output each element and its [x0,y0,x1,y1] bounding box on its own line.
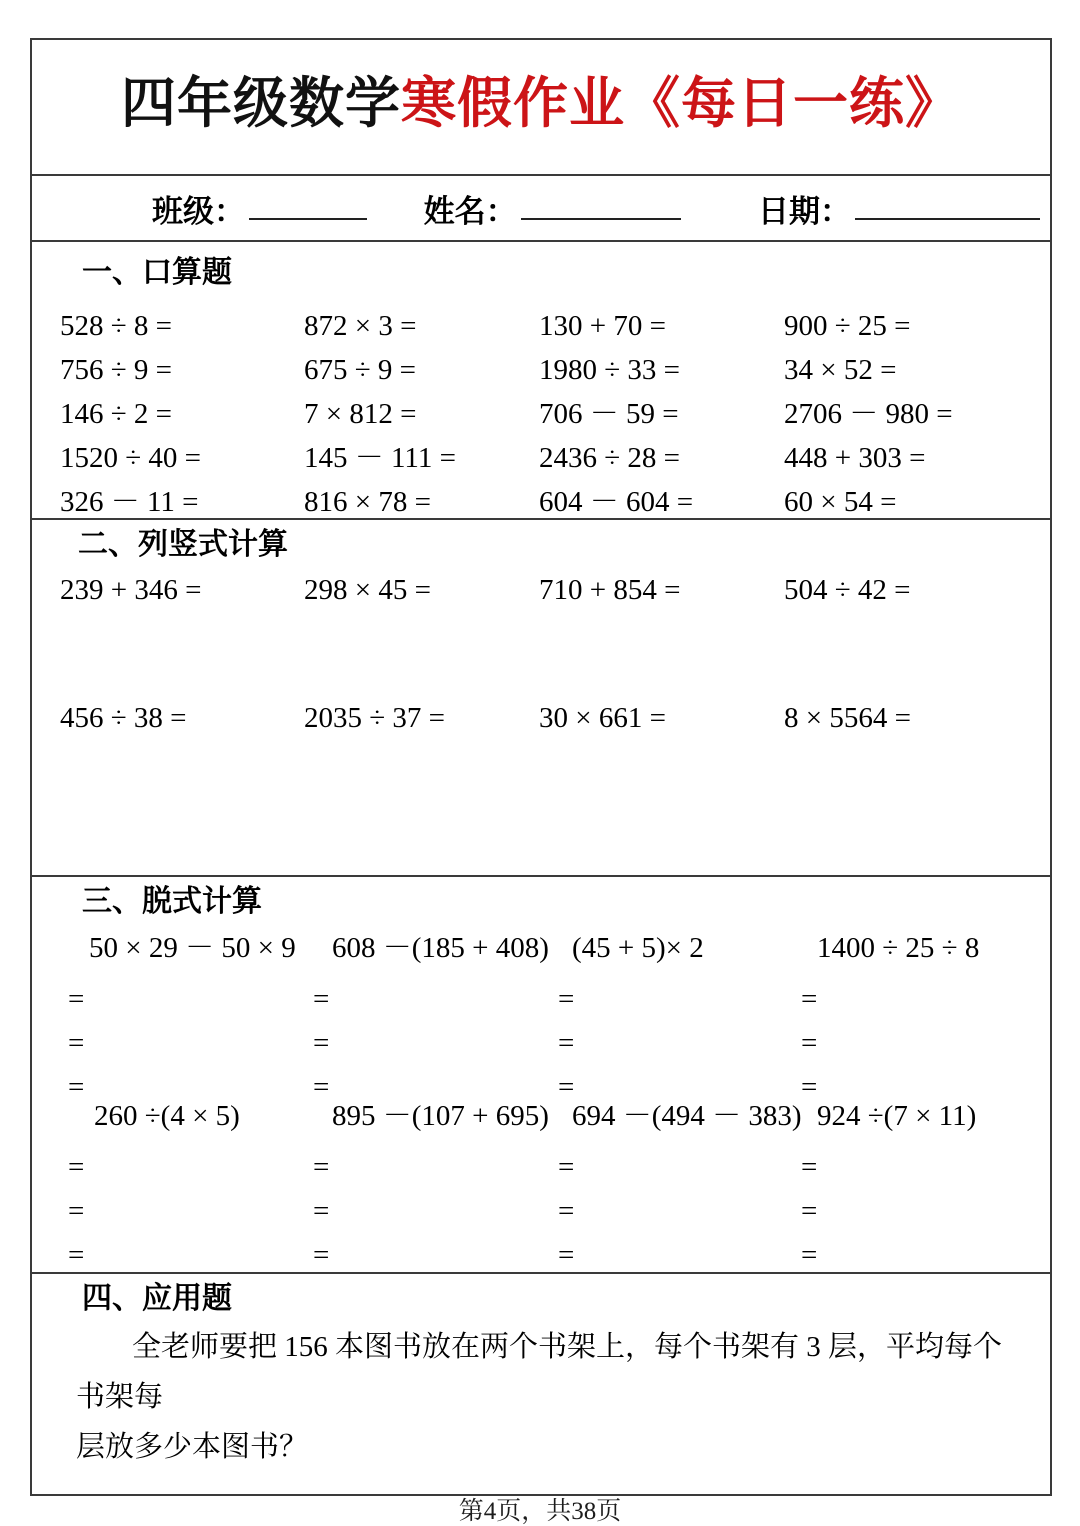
equals-sign: = [313,1071,330,1103]
section-3-number: 三、 [82,884,142,919]
expression: 50 × 29 － 50 × 9 [89,932,296,964]
section-1-heading [82,256,232,290]
work-line-row [32,1021,1050,1065]
title-band [32,40,1050,176]
name-field[interactable] [424,186,681,231]
equals-sign: = [801,1239,818,1271]
problem: 239 + 346 = [60,574,202,606]
equals-sign: = [68,1151,85,1183]
problem: 816 × 78 = [304,486,431,518]
section-oral-arithmetic [32,242,1050,520]
equals-sign: = [558,1027,575,1059]
expression: 1400 ÷ 25 ÷ 8 [817,932,980,964]
worksheet-table [30,38,1052,1496]
equals-sign: = [558,983,575,1015]
problem-row [32,696,1050,740]
work-line-row [32,1233,1050,1277]
expression: 260 ÷(4 × 5) [94,1100,240,1132]
problem: 146 ÷ 2 = [60,398,173,430]
section-expression-computation [32,877,1050,1274]
page-title [32,68,1050,138]
section-1-number: 一、 [82,255,142,290]
work-line-row [32,1145,1050,1189]
problem-row [32,436,1050,480]
problem: 2035 ÷ 37 = [304,702,446,734]
section-vertical-computation [32,520,1050,877]
problem: 2436 ÷ 28 = [539,442,681,474]
equals-sign: = [68,1195,85,1227]
problem: 34 × 52 = [784,354,897,386]
section-2-title: 列竖式计算 [138,527,288,562]
section-4-number: 四、 [82,1281,142,1316]
expression: 924 ÷(7 × 11) [817,1100,977,1132]
problem: 2706 － 980 = [784,398,953,430]
word-problem-text [76,1322,1026,1472]
problem-row [32,304,1050,348]
problem: 130 + 70 = [539,310,666,342]
problem: 710 + 854 = [539,574,681,606]
name-input-blank[interactable] [521,217,681,220]
name-label: 姓名： [423,193,517,230]
problem: 528 ÷ 8 = [60,310,173,342]
section-4-title: 应用题 [142,1281,232,1316]
expression: 608 －(185 + 408) [332,932,549,964]
equals-sign: = [801,1195,818,1227]
equals-sign: = [68,1239,85,1271]
expression: 694 －(494 － 383) [572,1100,802,1132]
problem: 298 × 45 = [304,574,431,606]
section-3-heading [82,885,262,919]
problem: 675 ÷ 9 = [304,354,417,386]
problem: 30 × 661 = [539,702,666,734]
title-red-part: 寒假作业《每日一练》 [401,71,962,135]
equals-sign: = [801,1027,818,1059]
problem: 1980 ÷ 33 = [539,354,681,386]
date-field[interactable] [758,186,1040,231]
equals-sign: = [313,1027,330,1059]
date-input-blank[interactable] [855,217,1040,220]
equals-sign: = [313,983,330,1015]
problem: 1520 ÷ 40 = [60,442,202,474]
equals-sign: = [313,1195,330,1227]
section-4-heading [82,1282,232,1316]
equals-sign: = [68,1071,85,1103]
section-3-title: 脱式计算 [142,884,262,919]
problem-row [32,392,1050,436]
word-problem-line-2: 层放多少本图书？ [76,1431,309,1463]
equals-sign: = [558,1195,575,1227]
word-problem-line-1: 全老师要把 156 本图书放在两个书架上，每个书架有 3 层，平均每个书架每 [76,1331,1003,1413]
problem: 872 × 3 = [304,310,417,342]
problem: 8 × 5564 = [784,702,911,734]
equals-sign: = [558,1239,575,1271]
class-label: 班级： [152,193,245,230]
equals-sign: = [313,1239,330,1271]
problem: 604 － 604 = [539,486,694,518]
page-footer: 第4页，共38页 [458,1498,622,1525]
section-2-number: 二、 [78,527,138,562]
work-line-row [32,977,1050,1021]
problem: 326 － 11 = [60,486,199,518]
section-1-grid [32,304,1050,524]
student-info-band [32,176,1050,242]
section-2-heading [78,528,288,562]
problem-row [32,568,1050,612]
title-black-part: 四年级数学 [120,71,401,135]
expression-row [32,927,1050,969]
problem: 145 － 111 = [304,442,456,474]
expression: (45 + 5)× 2 [572,932,704,964]
work-line-row [32,1189,1050,1233]
problem: 756 ÷ 9 = [60,354,173,386]
equals-sign: = [801,1151,818,1183]
problem: 900 ÷ 25 = [784,310,911,342]
problem-row [32,480,1050,524]
section-word-problem [32,1274,1050,1498]
problem: 448 + 303 = [784,442,926,474]
class-input-blank[interactable] [249,217,367,220]
equals-sign: = [801,983,818,1015]
problem: 60 × 54 = [784,486,897,518]
problem: 7 × 812 = [304,398,417,430]
problem: 504 ÷ 42 = [784,574,911,606]
expression-row [32,1095,1050,1137]
student-info-row [32,176,1050,240]
equals-sign: = [68,983,85,1015]
problem-row [32,348,1050,392]
problem: 706 － 59 = [539,398,679,430]
equals-sign: = [558,1151,575,1183]
equals-sign: = [558,1071,575,1103]
equals-sign: = [313,1151,330,1183]
problem: 456 ÷ 38 = [60,702,187,734]
expression: 895 －(107 + 695) [332,1100,549,1132]
class-field[interactable] [152,186,367,231]
equals-sign: = [68,1027,85,1059]
date-label: 日期： [758,193,851,230]
section-1-title: 口算题 [142,255,232,290]
equals-sign: = [801,1071,818,1103]
